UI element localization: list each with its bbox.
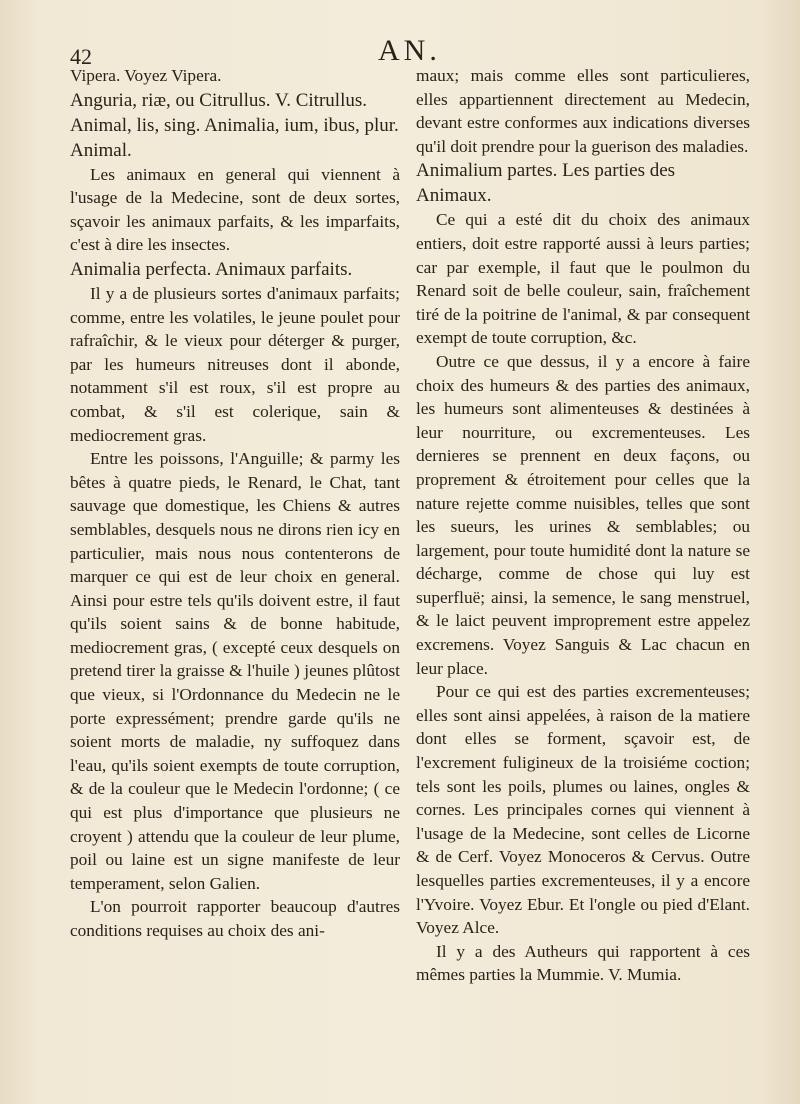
partes-paragraph-3: Pour ce qui est des parties excrementeuses; elles sont ainsi appelées, à raison de la matiere dont elles se forment, sçavoir est, de l'excrement fuligineux de la troisiéme coction; tels sont les poils, plumes ou laines, ongles & cornes. Les principales cornes qui viennent à l'usage de la Medecine, sont celles de Licorne & de Cerf. Voyez Monoceros & Cervus. Outre lesquelles parties excrementeuses, il y a encore l'Yvoire. Voyez Ebur. Et l'ongle ou pied d'Elant. Voyez Alce. [416,682,750,938]
page-number: 42 [70,44,92,69]
partes-paragraph-4: Il y a des Autheurs qui rapportent à ces mêmes parties la Mummie. V. Mumia. [416,941,750,985]
anguria-entry-heading: Anguria, riæ, ou Citrullus. V. Citrullus. [70,89,367,111]
right-column [416,64,750,987]
running-head: AN. [378,34,441,67]
partes-paragraph-2: Outre ce que dessus, il y a encore à faire choix des humeurs & des parties des animaux, les humeurs sont alimenteuses & destinées à leur nourriture, ou excrementeuses. Les dernieres se prennent en deux façons, ou proprement & étroitement pour celles que la nature rejette comme nuisibles, telles que sont les sueurs, les urines & semblables; ou largement, pour toute humidité dont la nature se décharge, comme de chose qui luy est superfluë; ainsi, la semence, le sang menstruel, & le laict peuvent improprement estre appelez excremens. Voyez Sanguis & Lac chacun en leur place. [416,351,750,678]
perfecta-paragraph-3: L'on pourroit rapporter beaucoup d'autres conditions requises au choix des ani- [70,897,400,940]
animal-entry-heading: Animal, lis, sing. Animalia, ium, ibus, plur. Animal. [70,114,399,161]
continuation-paragraph: maux; mais comme elles sont particulieres, elles appartiennent directement au Medecin, devant estre conformes aux indications diverses qu'il doit prendre pour la guerison des maladies. [416,66,750,156]
partes-entry-heading: Animalium partes. Les parties des Animaux. [416,160,676,207]
perfecta-paragraph-2: Entre les poissons, l'Anguille; & parmy les bêtes à quatre pieds, le Renard, le Chat, tant sauvage que domestique, les Chiens & autres semblables, desquels nous ne dirons rien icy en particulier, mais nous nous contenterons de marquer ce qui est de leur choix en general. Ainsi pour estre tels qu'ils doivent estre, il faut qu'ils soient sains & de bonne habitude, mediocrement gras, ( excepté ceux desquels on pretend tirer la graisse & l'huile ) jeunes plûtost que vieux, si l'Ordonnance du Medecin ne le porte expressément; prendre garde qu'ils ne soient morts de maladie, ny suffoquez dans l'eau, qu'ils soient exempts de toute corruption, & de la couleur que le Medecin l'ordonne; ( ce qui est plus d'importance que plusieurs ne croyent ) attendu que la couleur de leur plume, poil ou laine est un signe manifeste de leur temperament, selon Galien. [70,449,400,893]
perfecta-paragraph-1: Il y a de plusieurs sortes d'animaux parfaits; comme, entre les volatiles, le jeune poulet pour rafraîchir, & le vieux pour déterger & purger, par les humeurs nitreuses dont il abonde, notamment s'il est roux, s'il est propre au combat, & s'il est colerique, sain & mediocrement gras. [70,283,400,445]
left-column [70,64,400,943]
perfecta-entry-heading: Animalia perfecta. Animaux parfaits. [70,258,353,280]
partes-paragraph-1: Ce qui a esté dit du choix des animaux entiers, doit estre rapporté aussi à leurs parties; car par exemple, il faut que le poulmon du Renard soit de belle couleur, sain, fraîchement tiré de la poitrine de l'animal, & par consequent exempt de toute corruption, &c. [416,210,750,348]
vipera-line: Vipera. Voyez Vipera. [70,66,222,85]
animal-entry-text: Les animaux en general qui viennent à l'usage de la Medecine, sont de deux sortes, sçavoir les animaux parfaits, & les imparfaits, c'est à dire les insectes. [70,164,400,255]
